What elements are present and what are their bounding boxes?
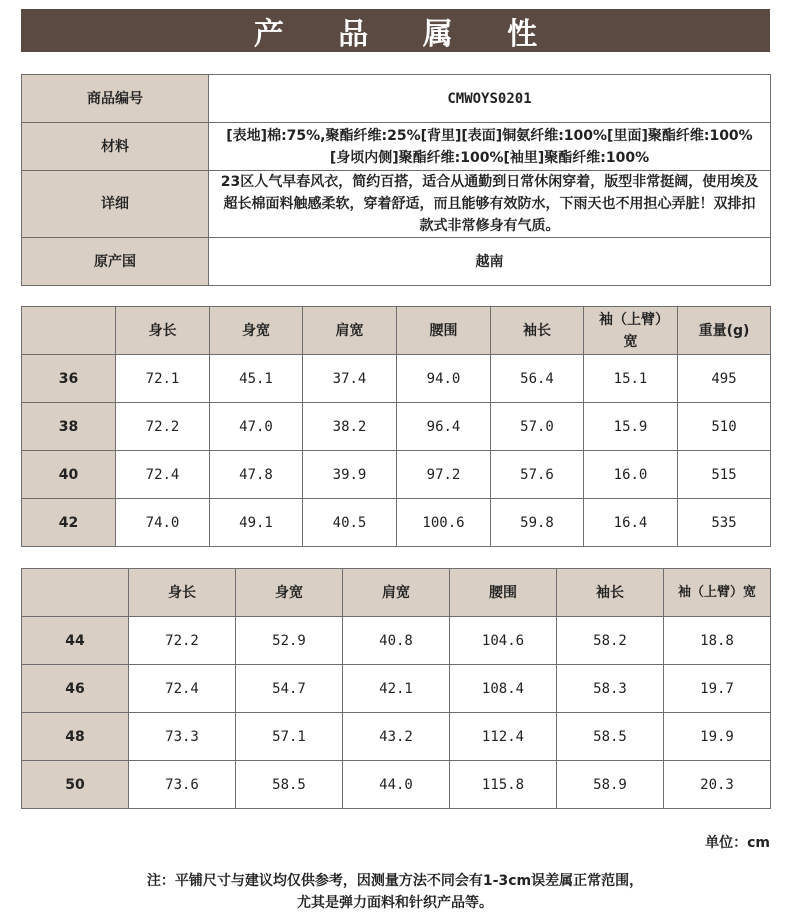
table-cell: 39.9: [303, 451, 397, 499]
table-cell: 515: [678, 451, 771, 499]
product-attributes-table: [21, 74, 771, 286]
table-cell: 54.7: [236, 665, 343, 713]
table-cell: 18.8: [664, 617, 771, 665]
table-row: [22, 617, 771, 665]
table-row: [22, 355, 771, 403]
table-cell: 45.1: [210, 355, 303, 403]
attribute-label: 商品编号: [22, 75, 209, 123]
table-row: [22, 665, 771, 713]
table-row: [22, 761, 771, 809]
size-label-cell: 44: [22, 617, 129, 665]
header-cell: 腰围: [450, 569, 557, 617]
attribute-label: 原产国: [22, 238, 209, 286]
table-cell: 40.5: [303, 499, 397, 547]
size-table-header-row: [22, 307, 771, 355]
table-cell: 19.9: [664, 713, 771, 761]
table-row: [22, 713, 771, 761]
attribute-row-detail: [22, 171, 771, 238]
header-cell: 腰围: [397, 307, 491, 355]
table-cell: 115.8: [450, 761, 557, 809]
size-label-cell: 38: [22, 403, 116, 451]
header-cell: 身宽: [210, 307, 303, 355]
table-cell: 108.4: [450, 665, 557, 713]
attribute-label: 材料: [22, 123, 209, 171]
note-line: 注：平铺尺寸与建议均仅供参考，因测量方法不同会有1-3cm误差属正常范围，: [146, 873, 644, 889]
attribute-value: [表地]棉:75%,聚酯纤维:25%[背里][表面]铜氨纤维:100%[里面]聚酯纤维:100%[身顷内侧]聚酯纤维:100%[袖里]聚酯纤维:100%: [209, 123, 771, 171]
table-cell: 44.0: [343, 761, 450, 809]
table-cell: 97.2: [397, 451, 491, 499]
attribute-value: 23区人气早春风衣，简约百搭，适合从通勤到日常休闲穿着，版型非常挺阔，使用埃及超长棉面料触感柔软，穿着舒适，而且能够有效防水，下雨天也不用担心弄脏！双排扣款式非常修身有气质。: [209, 171, 771, 238]
table-cell: 72.1: [116, 355, 210, 403]
table-cell: 495: [678, 355, 771, 403]
table-cell: 16.4: [584, 499, 678, 547]
table-cell: 58.5: [236, 761, 343, 809]
table-cell: 72.2: [116, 403, 210, 451]
table-cell: 40.8: [343, 617, 450, 665]
table-cell: 58.2: [557, 617, 664, 665]
unit-label: 单位：cm: [705, 835, 770, 851]
header-cell: 身长: [129, 569, 236, 617]
header-cell: 身宽: [236, 569, 343, 617]
table-cell: 112.4: [450, 713, 557, 761]
table-row: [22, 451, 771, 499]
table-cell: 58.3: [557, 665, 664, 713]
table-cell: 73.6: [129, 761, 236, 809]
table-cell: 72.4: [116, 451, 210, 499]
size-label-cell: 42: [22, 499, 116, 547]
attribute-row-material: [22, 123, 771, 171]
table-cell: 73.3: [129, 713, 236, 761]
table-cell: 16.0: [584, 451, 678, 499]
size-label-cell: 36: [22, 355, 116, 403]
header-cell: 肩宽: [303, 307, 397, 355]
table-cell: 535: [678, 499, 771, 547]
table-cell: 58.9: [557, 761, 664, 809]
header-cell: 袖长: [557, 569, 664, 617]
table-cell: 510: [678, 403, 771, 451]
measurement-note: [0, 870, 790, 914]
table-cell: 19.7: [664, 665, 771, 713]
page-title-banner: [21, 9, 770, 52]
table-cell: 104.6: [450, 617, 557, 665]
size-label-cell: 48: [22, 713, 129, 761]
header-cell: 袖（上臂）宽: [584, 307, 678, 355]
header-cell: 肩宽: [343, 569, 450, 617]
table-cell: 57.1: [236, 713, 343, 761]
size-table-1: [21, 306, 771, 547]
table-cell: 15.9: [584, 403, 678, 451]
page-title: 产 品 属 性: [253, 16, 560, 52]
table-cell: 57.6: [491, 451, 584, 499]
size-table-2: [21, 568, 771, 809]
table-cell: 59.8: [491, 499, 584, 547]
attribute-value: 越南: [209, 238, 771, 286]
header-cell: 重量(g): [678, 307, 771, 355]
table-cell: 47.8: [210, 451, 303, 499]
header-cell: [22, 307, 116, 355]
table-cell: 37.4: [303, 355, 397, 403]
table-cell: 74.0: [116, 499, 210, 547]
table-cell: 72.4: [129, 665, 236, 713]
table-cell: 43.2: [343, 713, 450, 761]
table-cell: 42.1: [343, 665, 450, 713]
attribute-row-origin: [22, 238, 771, 286]
size-label-cell: 50: [22, 761, 129, 809]
header-cell: 身长: [116, 307, 210, 355]
table-row: [22, 403, 771, 451]
header-cell: [22, 569, 129, 617]
table-cell: 58.5: [557, 713, 664, 761]
size-label-cell: 46: [22, 665, 129, 713]
attribute-row-product-code: [22, 75, 771, 123]
table-cell: 15.1: [584, 355, 678, 403]
size-label-cell: 40: [22, 451, 116, 499]
table-cell: 96.4: [397, 403, 491, 451]
table-row: [22, 499, 771, 547]
table-cell: 94.0: [397, 355, 491, 403]
table-cell: 20.3: [664, 761, 771, 809]
table-cell: 56.4: [491, 355, 584, 403]
table-cell: 72.2: [129, 617, 236, 665]
note-line: 尤其是弹力面料和针织产品等。: [297, 895, 493, 911]
table-cell: 38.2: [303, 403, 397, 451]
size-table-header-row: [22, 569, 771, 617]
table-cell: 49.1: [210, 499, 303, 547]
table-cell: 47.0: [210, 403, 303, 451]
header-cell: 袖（上臂）宽: [664, 569, 771, 617]
attribute-value: CMWOYS0201: [209, 75, 771, 123]
table-cell: 100.6: [397, 499, 491, 547]
table-cell: 57.0: [491, 403, 584, 451]
table-cell: 52.9: [236, 617, 343, 665]
attribute-label: 详细: [22, 171, 209, 238]
header-cell: 袖长: [491, 307, 584, 355]
